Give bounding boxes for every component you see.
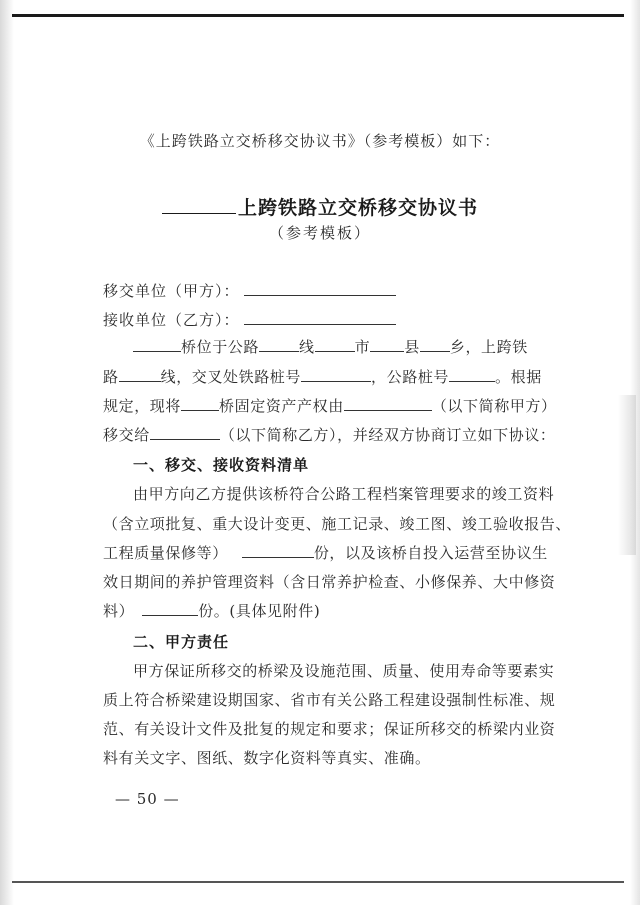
top-border-line [12, 14, 624, 17]
party-a-field [103, 280, 396, 301]
text: 市 [354, 338, 371, 356]
intro-line: 《上跨铁路立交桥移交协议书》（参考模板）如下： [139, 132, 501, 150]
title-blank [162, 195, 236, 214]
text: 份。(具体见附件) [198, 602, 321, 620]
section-1-heading: 一、移交、接收资料清单 [133, 456, 310, 474]
location-line-2 [103, 367, 555, 387]
section-1-line-2: （含立项批复、重大设计变更、施工记录、竣工图、竣工验收报告、 [103, 515, 572, 533]
blank [133, 338, 181, 352]
text: （以下简称甲方） [431, 397, 557, 415]
text: 料） [103, 602, 135, 620]
text: 。根据 [495, 368, 542, 386]
blank [420, 338, 450, 352]
document-title [0, 193, 640, 220]
section-2-line-2: 质上符合桥梁建设期国家、省市有关公路工程建设强制性标准、规 [103, 691, 556, 709]
blank [119, 368, 161, 382]
blank [370, 338, 404, 352]
party-a-label: 移交单位（甲方）： [103, 282, 240, 300]
title-text: 上跨铁路立交桥移交协议书 [237, 197, 478, 219]
blank [301, 368, 371, 382]
party-b-blank [244, 310, 396, 325]
text: 工程质量保修等） [103, 544, 228, 562]
text: 线 [299, 338, 315, 356]
text: 移交给 [103, 426, 150, 444]
section-1-line-3 [103, 543, 555, 563]
scan-smudge [618, 395, 636, 555]
location-line-4 [103, 425, 555, 445]
location-line-3 [103, 396, 555, 416]
text: 桥固定资产产权由 [219, 397, 344, 415]
text: 县 [404, 338, 420, 356]
text: 桥位于公路 [181, 338, 260, 356]
party-b-field [103, 309, 396, 330]
text: 乡，上跨铁 [449, 338, 528, 356]
blank [449, 368, 495, 382]
section-1-line-1: 由甲方向乙方提供该桥符合公路工程档案管理要求的竣工资料 [133, 485, 555, 503]
blank [242, 544, 314, 558]
page-number: — 50 — [115, 790, 180, 808]
text: 份，以及该桥自投入运营至协议生 [313, 544, 548, 562]
blank [150, 426, 220, 440]
text: 规定，现将 [103, 397, 182, 415]
blank [142, 602, 198, 616]
party-b-label: 接收单位（乙方）： [103, 311, 240, 329]
section-2-line-1: 甲方保证所移交的桥梁及设施范围、质量、使用寿命等要素实 [133, 662, 555, 680]
section-1-line-5 [103, 601, 555, 621]
text: 线，交叉处铁路桩号 [160, 368, 302, 386]
party-a-blank [244, 281, 396, 296]
section-2-line-4: 料有关文字、图纸、数字化资料等真实、准确。 [103, 749, 431, 767]
location-line-1 [133, 337, 555, 357]
bottom-border-line [12, 881, 624, 883]
blank [259, 338, 299, 352]
text: 路 [103, 368, 119, 386]
text: ，公路桩号 [371, 368, 450, 386]
section-2-heading: 二、甲方责任 [133, 633, 230, 651]
document-subtitle: （参考模板） [268, 224, 371, 242]
blank [344, 397, 432, 411]
section-1-line-4: 效日期间的养护管理资料（含日常养护检查、小修保养、大中修资 [103, 573, 556, 591]
blank [181, 397, 219, 411]
blank [315, 338, 355, 352]
section-2-line-3: 范、有关设计文件及批复的规定和要求；保证所移交的桥梁内业资 [103, 720, 556, 738]
text: （以下简称乙方），并经双方协商订立如下协议： [219, 426, 556, 444]
